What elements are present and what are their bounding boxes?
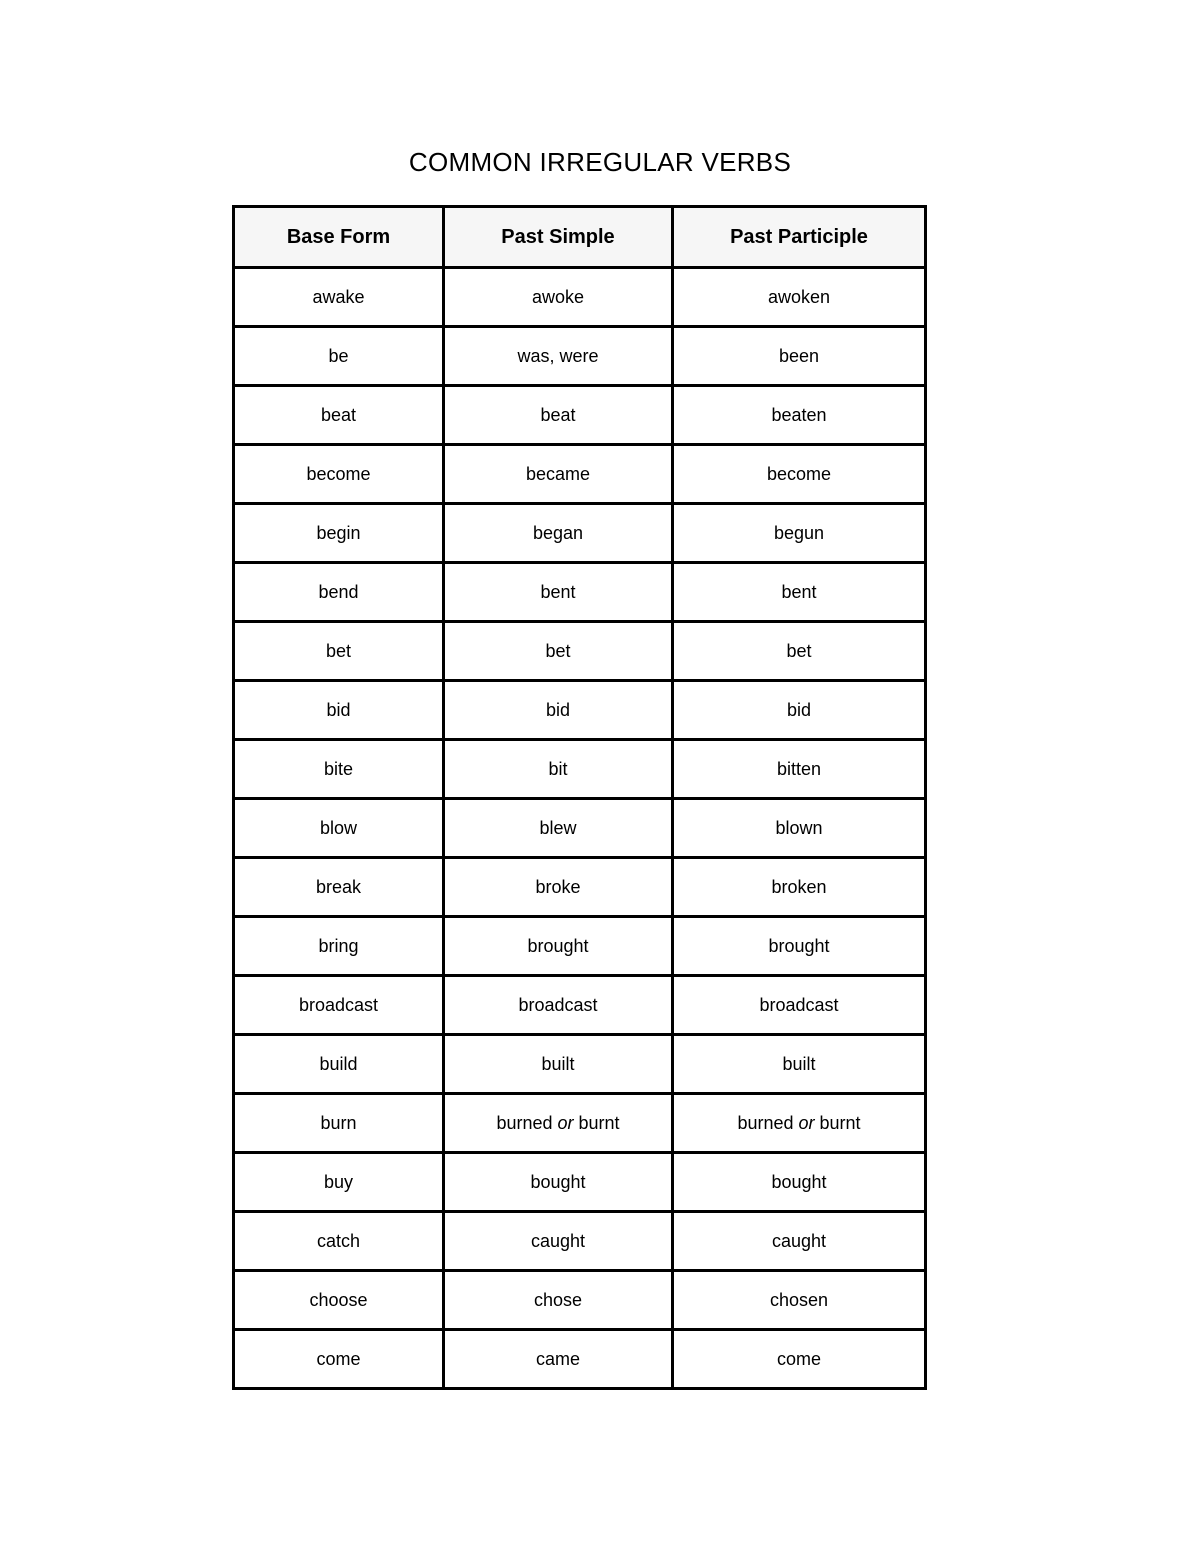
header-past-simple: Past Simple — [444, 207, 673, 268]
base-form-cell: blow — [234, 799, 444, 858]
table-row — [234, 386, 926, 445]
base-form-cell: come — [234, 1330, 444, 1389]
page-title: COMMON IRREGULAR VERBS — [408, 147, 792, 177]
base-form-cell: bid — [234, 681, 444, 740]
table-row — [234, 327, 926, 386]
past-simple-cell: blew — [444, 799, 673, 858]
table-row — [234, 268, 926, 327]
past-participle-cell: built — [673, 1035, 926, 1094]
base-form-cell: be — [234, 327, 444, 386]
past-simple-cell: bent — [444, 563, 673, 622]
table-row — [234, 1212, 926, 1271]
past-simple-cell: came — [444, 1330, 673, 1389]
base-form-cell: build — [234, 1035, 444, 1094]
table-header-row — [234, 207, 926, 268]
past-simple-cell: beat — [444, 386, 673, 445]
past-participle-cell: caught — [673, 1212, 926, 1271]
base-form-cell: bet — [234, 622, 444, 681]
past-participle-cell: come — [673, 1330, 926, 1389]
or-connector: or — [557, 1112, 574, 1133]
table-row — [234, 1035, 926, 1094]
past-simple-cell: became — [444, 445, 673, 504]
table-row — [234, 1094, 926, 1153]
table-row — [234, 1271, 926, 1330]
table-row — [234, 563, 926, 622]
base-form-cell: beat — [234, 386, 444, 445]
past-participle-cell: burned or burnt — [673, 1094, 926, 1153]
base-form-cell: bend — [234, 563, 444, 622]
base-form-cell: bite — [234, 740, 444, 799]
past-simple-cell: broadcast — [444, 976, 673, 1035]
or-connector: or — [798, 1112, 815, 1133]
past-simple-cell: bid — [444, 681, 673, 740]
past-participle-cell: blown — [673, 799, 926, 858]
table-row — [234, 681, 926, 740]
base-form-cell: choose — [234, 1271, 444, 1330]
table-row — [234, 504, 926, 563]
table-row — [234, 917, 926, 976]
past-participle-cell: beaten — [673, 386, 926, 445]
base-form-cell: awake — [234, 268, 444, 327]
past-participle-cell: become — [673, 445, 926, 504]
base-form-cell: broadcast — [234, 976, 444, 1035]
past-simple-cell: bought — [444, 1153, 673, 1212]
past-simple-cell: burned or burnt — [444, 1094, 673, 1153]
past-participle-cell: begun — [673, 504, 926, 563]
past-participle-cell: broadcast — [673, 976, 926, 1035]
table-row — [234, 1330, 926, 1389]
past-simple-cell: caught — [444, 1212, 673, 1271]
base-form-cell: break — [234, 858, 444, 917]
base-form-cell: burn — [234, 1094, 444, 1153]
past-simple-cell: bit — [444, 740, 673, 799]
irregular-verbs-table — [232, 205, 927, 1390]
past-participle-cell: chosen — [673, 1271, 926, 1330]
table-row — [234, 858, 926, 917]
past-participle-cell: awoken — [673, 268, 926, 327]
past-simple-cell: broke — [444, 858, 673, 917]
table-row — [234, 740, 926, 799]
base-form-cell: become — [234, 445, 444, 504]
table-row — [234, 976, 926, 1035]
past-simple-cell: bet — [444, 622, 673, 681]
past-simple-cell: chose — [444, 1271, 673, 1330]
table-row — [234, 1153, 926, 1212]
past-simple-cell: awoke — [444, 268, 673, 327]
table-row — [234, 799, 926, 858]
base-form-cell: catch — [234, 1212, 444, 1271]
header-past-participle: Past Participle — [673, 207, 926, 268]
base-form-cell: begin — [234, 504, 444, 563]
past-participle-cell: been — [673, 327, 926, 386]
base-form-cell: bring — [234, 917, 444, 976]
past-participle-cell: brought — [673, 917, 926, 976]
past-participle-cell: bet — [673, 622, 926, 681]
table-row — [234, 622, 926, 681]
past-participle-cell: bent — [673, 563, 926, 622]
past-participle-cell: bought — [673, 1153, 926, 1212]
past-simple-cell: was, were — [444, 327, 673, 386]
header-base-form: Base Form — [234, 207, 444, 268]
past-simple-cell: brought — [444, 917, 673, 976]
past-simple-cell: began — [444, 504, 673, 563]
past-simple-cell: built — [444, 1035, 673, 1094]
table-body — [234, 268, 926, 1389]
past-participle-cell: broken — [673, 858, 926, 917]
base-form-cell: buy — [234, 1153, 444, 1212]
table-row — [234, 445, 926, 504]
past-participle-cell: bitten — [673, 740, 926, 799]
past-participle-cell: bid — [673, 681, 926, 740]
